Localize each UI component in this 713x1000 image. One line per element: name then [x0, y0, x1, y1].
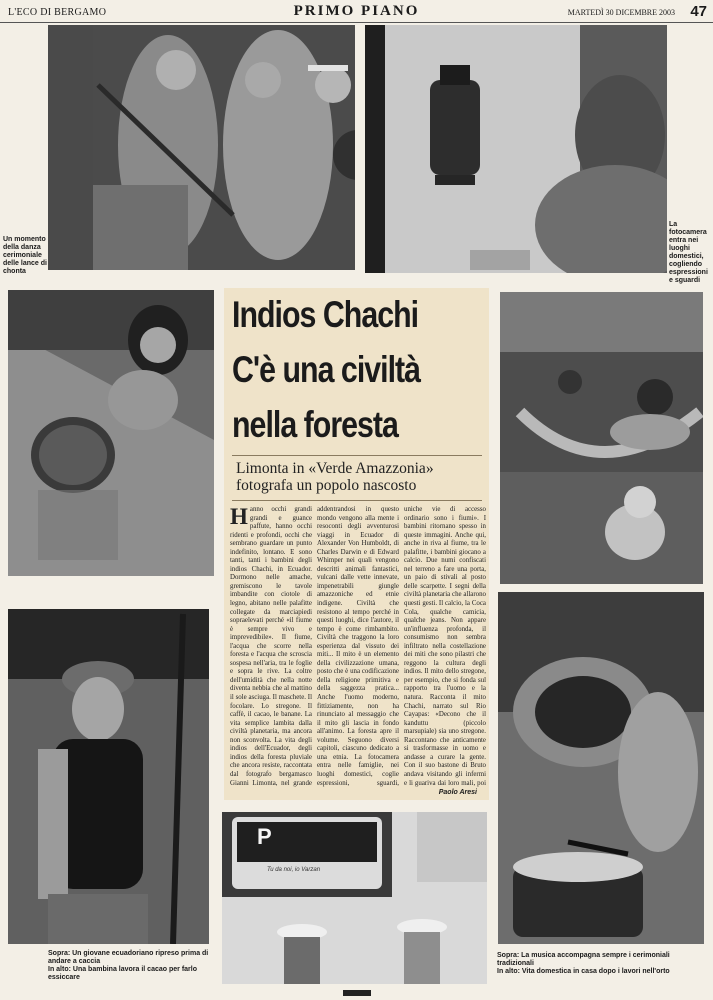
photo-cacao-girl: [8, 290, 214, 576]
article-subtitle: Limonta in «Verde Amazzonia» fotografa un popolo nascosto: [236, 460, 434, 494]
photo-hammock: [500, 292, 703, 584]
drop-cap: H: [230, 506, 248, 529]
column-1-text: anno occhi grandi grandi e guance paffute, hanno occhi ridenti e profondi, occhi che sembrano guardare un punto indefinito, lontano. E sono tanti, tanti i bambini degli indios Chachi, in Ecuador. Dormono nelle amache, gremiscono le tavole imbandite con ciotole di legno, abitano nelle palafitte collegate da marciapiedi sopraelevati perché «il fiume è sempre vivo e imprevedibile». Il fiume, l'acqua che scorre nella foresta e l'acqua che scroscia sospesa nell'aria, tra le foglie e sopra le rive. La coltre dell'umidità che nella notte diventa nebbia che al mattino il sole asciuga. Il maschete. Il focolare. Lo stregone. Il caffè, il cacao, le banane. La vita semplice lambita dalla civiltà planetaria, ma ancora non sconvolta. La vita degli indios dell'Ecuador, degli indios della foresta pluviale che ancora resiste, raccontata dal fotografo bergamasco Gianni Limonta, nel grande: [230, 506, 312, 787]
caption-camera: La fotocamera entra nei luoghi domestici, cogliendo espressioni e sguardi: [669, 221, 708, 284]
photo-signs: [222, 812, 487, 984]
photo-lantern-portrait-image: [365, 25, 667, 273]
photo-music-image: [498, 592, 704, 944]
photo-dance-image: [48, 25, 355, 270]
title-line-1: Indios Chachi: [232, 294, 419, 335]
divider-bottom: [232, 500, 482, 501]
caption-dance: Un momento della danza cerimoniale delle lance di chonta: [3, 236, 47, 275]
title-line-3: nella foresta: [232, 404, 398, 445]
article-column-2: addentrandosi in questo mondo vengono alla mente i resoconti degli avventurosi viaggi in Ecuador di Alexander Von Humboldt, di Charles Darwin e di Edward Whimper nei quali vengono descritti animali fantastici, vulcani dalle vette innevate, impenetrabili giungle amazzoniche ed etnie indigene. Civiltà che resistono al tempo perché in questi luoghi, dice l'autore, il tempo è come rimbambito. Civiltà che traggono la loro esperienza dal vissuto dei miti... Il mito è un elemento della civilizzazione umana, posto che è una codificazione della religione primitiva e della saggezza pratica... Anche l'uomo moderno, fittiziamente, non ha rinunciato al messaggio che il mito gli lascia in fondo all'animo. La foresta apre il volume. Seguono diversi capitoli, ciascuno dedicato a una etnia. La fotocamera entra nelle famiglie, nei luoghi domestici, coglie espressioni, sguardi,: [317, 506, 399, 787]
photo-hunter-image: [8, 609, 209, 944]
caption-bottom-left: Sopra: Un giovane ecuadoriano ripreso prima di andare a caccia In alto: Una bambina lavora il cacao per farlo essiccare: [48, 950, 209, 981]
photo-hammock-image: [500, 292, 703, 584]
sign-text: Tu da noi, io Varzan: [267, 867, 321, 873]
photo-cacao-girl-image: [8, 290, 214, 576]
publication-name: L'ECO DI BERGAMO: [8, 7, 107, 18]
photo-lantern-portrait: [365, 25, 667, 273]
article-column-1: [230, 506, 312, 788]
title-line-2: C'è una civiltà: [232, 349, 421, 390]
article-author: Paolo Aresi: [438, 789, 477, 796]
article-columns: [230, 506, 486, 788]
photo-hunter: [8, 609, 209, 944]
page-bottom-mark: [343, 990, 371, 996]
section-title: PRIMO PIANO: [293, 3, 420, 19]
caption-bottom-right: Sopra: La musica accompagna sempre i cerimoniali tradizionali In alto: Vita domestica in casa dopo i lavori nell'orto: [497, 952, 670, 975]
article-title: [232, 294, 437, 446]
photo-dance: [48, 25, 355, 270]
issue-date: MARTEDÌ 30 DICEMBRE 2003: [567, 8, 675, 17]
sign-letter: P: [257, 824, 272, 849]
photo-music: [498, 592, 704, 944]
divider-top: [232, 455, 482, 456]
article-box: [224, 288, 489, 800]
article-column-3: uniche vie di accesso ordinario sono i fiumi». I bambini ritornano spesso in queste immagini. Anche qui, anche in riva al fiume, tra le palafitte, i bambini giocano a calcio. Due numi confiscati nel terreno a fare una porta, un paio di stivali al posto delle scarpette. I segni della civiltà planetaria che allarono questi gesti. Il calcio, la Coca Cola, qualche camicia, qualche jeans. Non appare un'influenza profonda, il consumismo non sembra infiltrato nella costellazione dei miti che sono pilastri che reggono la cultura degli indios. Il mito dello stregone, per esempio, che si fonda sul rapporto tra l'uomo e la natura. Racconta il mito Chachi, narrato sul Rio Cayapas: «Decono che il kanduttu (piccolo marsupiale) sia uno stregone. Raccontano che anticamente si trasformasse in uomo e andasse a curare la gente. Con il suo bastone di Bruto andava visitando gli infermi e li guariva dai loro mali, poi: [404, 506, 486, 787]
page-number: 47: [690, 3, 707, 20]
